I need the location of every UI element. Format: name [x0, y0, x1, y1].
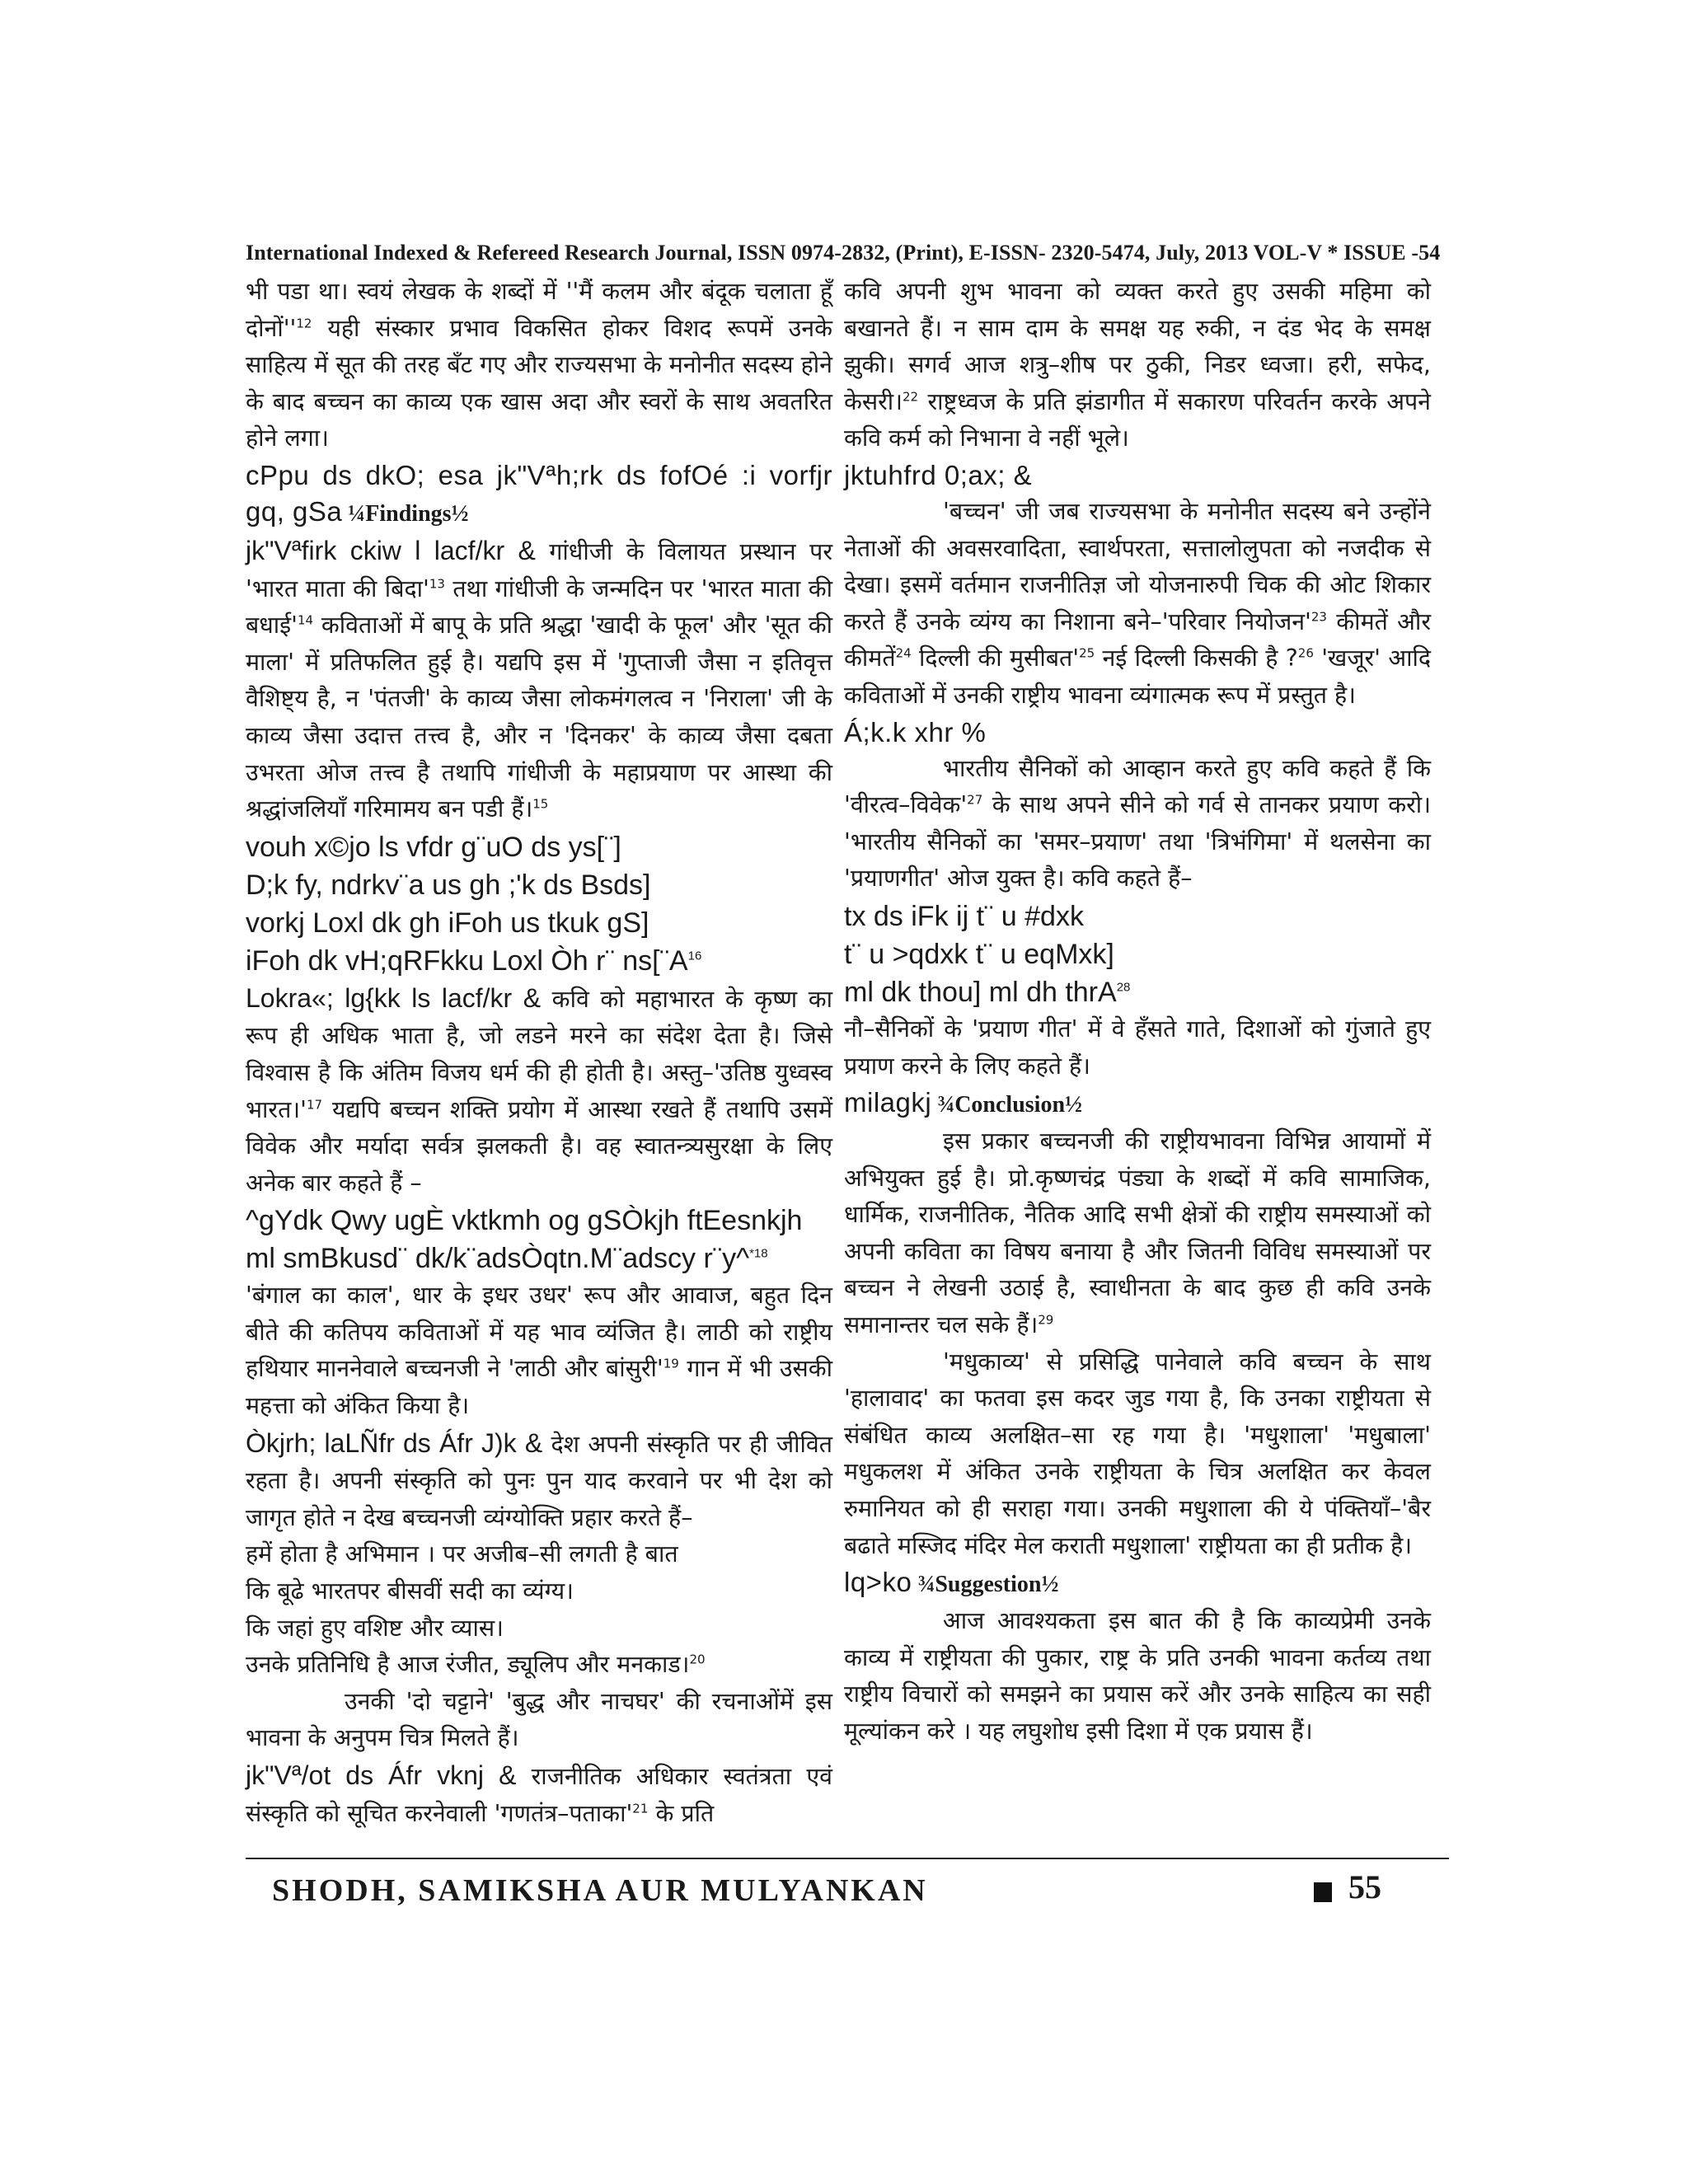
poem-line: कि बूढे भारतपर बीसवीं सदी का व्यंग्य।: [246, 1577, 574, 1605]
paragraph: jk"Vªfirk ckiw l lacf/kr & गांधीजी के विलायत प्रस्थान पर 'भारत माता की $बिदा'^{13}$ तथा गांधीजी के जन्मदिन पर 'भारत माता की $बधाई'^{14}$ कविताओं में बापू के प्रति श्रद्धा 'खादी के फूल' और 'सूत की माला' में प्रतिफलित हुई है। यद्यपि इस में 'गुप्ताजी जैसा न इतिवृत्त वैशिष्ट्य है, न 'पंतजी' के काव्य जैसा लोकमंगलत्व न 'निराला' जी के काव्य जैसा उदात्त तत्त्व है, और न 'दिनकर' के काव्य जैसा दबता उभरता ओज तत्त्व है तथापि गांधीजी के महाप्रयाण पर आस्था की श्रद्धांजलियाँ गरिमामय बन पडी हैं।$^{15}$: [246, 535, 832, 823]
journal-title-footer: SHODH, SAMIKSHA AUR MULYANKAN: [272, 1873, 928, 1908]
footer-rule: [246, 1858, 1449, 1859]
section-heading-politics: jktuhfrd 0;ax; &: [844, 459, 1033, 490]
verse-line: vorkj Loxl dk gh iFoh us tkuk gS]: [246, 907, 649, 939]
paragraph: आज आवश्यकता इस बात की है कि काव्यप्रेमी उनके काव्य में राष्ट्रीयता की पुकार, राष्ट्र के प्रति उनकी भावना कर्तव्य तथा राष्ट्रीय विचारों को समझने का प्रयास करें और उनके साहित्य का सही मूल्यांकन करे । यह लघुशोध इसी दिशा में एक प्रयास हैं।: [844, 1607, 1431, 1745]
verse-line: ^gYdk Qwy ugÈ vktkmh og gSÒkjh ftEesnkjh: [246, 1205, 803, 1237]
verse-line: D;k fy, ndrkv¨a us gh ;'k ds Bsds]: [246, 869, 651, 901]
paragraph: Lokra«; lg{kk ls lacf/kr & कवि को महाभारत के कृष्ण का रूप ही अधिक भाता है, जो लडने मरने का संदेश देता है। जिसे विश्वास है कि अंतिम विजय धर्म की ही होती है। अस्तु–'उतिष्ठ युध्वस्व $भारत।'^{17}$ यद्यपि बच्चन शक्ति प्रयोग में आस्था रखते हैं तथापि उसमें विवेक और मर्यादा सर्वत्र झलकती है। वह स्वातन्त्र्यसुरक्षा के लिए अनेक बार कहते हैं –: [246, 982, 832, 1197]
verse-line: t¨ u >qdxk t¨ u eqMxk]: [844, 938, 1114, 970]
section-heading-findings: cPpu ds dkO; esa jk"Vªh;rk ds fofOé :i vorfjr gq, gSa ¼Findings½: [246, 459, 832, 527]
journal-header: International Indexed & Refereed Research Journal, ISSN 0974-2832, (Print), E-ISSN- 2320-5474, July, 2013 VOL-V * ISSUE -54: [246, 241, 1441, 265]
paragraph: भी पडा था। स्वयं लेखक के शब्दों में ''मैं कलम और बंदूक चलाता हूँ $दोनों''^{12}$ यही संस्कार प्रभाव विकसित होकर विशद रूपमें उनके साहित्य में सूत की तरह बँट गए और राज्यसभा के मनोनीत सदस्य होने के बाद बच्चन का काव्य एक खास अदा और स्वरों के साथ अवतरित होने लगा।: [246, 278, 832, 452]
paragraph: भारतीय सैनिकों को आव्हान करते हुए कवि कहते हैं कि '$वीरत्व-विवेक'^{27}$ के साथ अपने सीने को गर्व से तानकर प्रयाण करो। 'भारतीय सैनिकों का 'समर–प्रयाण' तथा 'त्रिभंगिमा' में थलसेना का 'प्रयाणगीत' ओज युक्त है। कवि कहते हैं–: [844, 754, 1431, 893]
poem-line: कि जहां हुए वशिष्ट और व्यास।: [246, 1614, 504, 1642]
paragraph: 'बच्चन' जी जब राज्यसभा के मनोनीत सदस्य बने उन्होंने नेताओं की अवसरवादिता, स्वार्थपरता, सत्तालोलुपता को नजदीक से देखा। इसमें वर्तमान राजनीतिज्ञ जो योजनारुपी चिक की ओट शिकार करते हैं उनके व्यंग्य का निशाना बने–'परिवार $नियोजन'^{23}$ कीमतें और कीमतें$^{24}$ दिल्ली की $मुसीबत'^{25}$ नई दिल्ली किसकी है ?$^{26}$ 'खजूर' आदि कविताओं में उनकी राष्ट्रीय भावना व्यंगात्मक रूप में प्रस्तुत है।: [844, 497, 1431, 709]
paragraph: उनकी 'दो चट्टाने' 'बुद्ध और नाचघर' की रचनाओंमें इस भावना के अनुपम चित्र मिलते हैं।: [246, 1687, 832, 1752]
paragraph: 'मधुकाव्य' से प्रसिद्धि पानेवाले कवि बच्चन के साथ 'हालावाद' का फतवा इस कदर जुड गया है, कि उनका राष्ट्रीयता से संबंधित काव्य अलक्षित–सा रह गया है। 'मधुशाला' 'मधुबाला' मधुकलश में अंकित उनके राष्ट्रीयता के चित्र अलक्षित कर केवल रुमानियत को ही सराहा गया। उनकी मधुशाला की ये पंक्तियाँ–'बैर बढाते मस्जिद मंदिर मेल कराती मधुशाला' राष्ट्रीयता का ही प्रतीक है।: [844, 1347, 1431, 1559]
verse-line: iFoh dk vH;qRFkku Loxl Òh r¨ $ns[¨A^{16}$: [246, 944, 702, 977]
poem-line: उनके प्रतिनिधि है आज रंजीत, ड्यूलिप और मनकाड।$^{20}$: [246, 1651, 706, 1679]
verse-line: ml smBkusd¨ dk/k¨adsÒqtn.M¨adscy r¨y^$^{*18}$: [246, 1243, 768, 1275]
paragraph: Òkjrh; laLÑfr ds Áfr J)k & देश अपनी संस्कृति पर ही जीवित रहता है। अपनी संस्कृति को पुनः पुन याद करवाने पर भी देश को जागृत होते न देख बच्चनजी व्यंग्योक्ति प्रहार करते हैं–: [246, 1427, 833, 1531]
poem-line: हमें होता है अभिमान । पर अजीब–सी लगती है बात: [246, 1540, 678, 1568]
paragraph: 'बंगाल का काल', धार के इधर उधर' रूप और आवाज, बहुत दिन बीते की कतिपय कविताओं में यह भाव व्यंजित है। लाठी को राष्ट्रीय हथियार माननेवाले बच्चनजी ने 'लाठी और $बांसुरी'^{19}$ गान में भी उसकी महत्ता को अंकित किया है।: [246, 1282, 832, 1420]
paragraph: नौ–सैनिकों के 'प्रयाण गीत' में वे हँसते गाते, दिशाओं को गुंजाते हुए प्रयाण करने के लिए कहते हैं।: [844, 1015, 1431, 1080]
right-column: [844, 274, 1431, 1750]
paragraph: इस प्रकार बच्चनजी की राष्ट्रीयभावना विभिन्न आयामों में अभियुक्त हुई है। प्रो.कृष्णचंद्र पंड्या के शब्दों में कवि सामाजिक, धार्मिक, राजनीतिक, नैतिक आदि सभी क्षेत्रों की राष्ट्रीय समस्याओं को अपनी कविता का विषय बनाया है और जितनी विविध समस्याओं पर बच्चन ने लेखनी उठाई है, स्वाधीनता के बाद कुछ ही कवि उनके समानान्तर चल सके हैं।$^{29}$: [844, 1127, 1431, 1339]
left-column: [246, 274, 832, 1832]
paragraph: कवि अपनी शुभ भावना को व्यक्त करते हुए उसकी महिमा को बखानते हैं। न साम दाम के समक्ष यह रुकी, न दंड भेद के समक्ष झुकी। सगर्व आज शत्रु–शीष पर ठुकी, निडर ध्वजा। हरी, सफेद, केसरी।$^{22}$ राष्ट्रध्वज के प्रति झंडागीत में सकारण परिवर्तन करके अपने कवि कर्म को निभाना वे नहीं भूले।: [844, 278, 1431, 452]
section-heading-march-song: Á;k.k xhr %: [844, 716, 987, 748]
paragraph: jk"Vª/ot ds Áfr vknj & राजनीतिक अधिकार स्वतंत्रता एवं संस्कृति को सूचित करनेवाली '$गणतंत्र-पताका'^{21}$ के प्रति: [246, 1760, 832, 1827]
verse-line: ml dk thou] ml dh thrA$^{28}$: [844, 976, 1131, 1008]
section-heading-conclusion: milagkj ¾Conclusion½: [844, 1087, 1083, 1118]
page-number: 55: [1348, 1868, 1381, 1905]
verse-line: tx ds iFk ij t¨ u #dxk: [844, 900, 1084, 932]
section-heading-suggestion: lq>ko ¾Suggestion½: [844, 1567, 1059, 1598]
verse-line: vouh x©jo ls vfdr g¨uO ds ys[¨]: [246, 831, 621, 863]
page-marker-square: [1314, 1882, 1332, 1902]
